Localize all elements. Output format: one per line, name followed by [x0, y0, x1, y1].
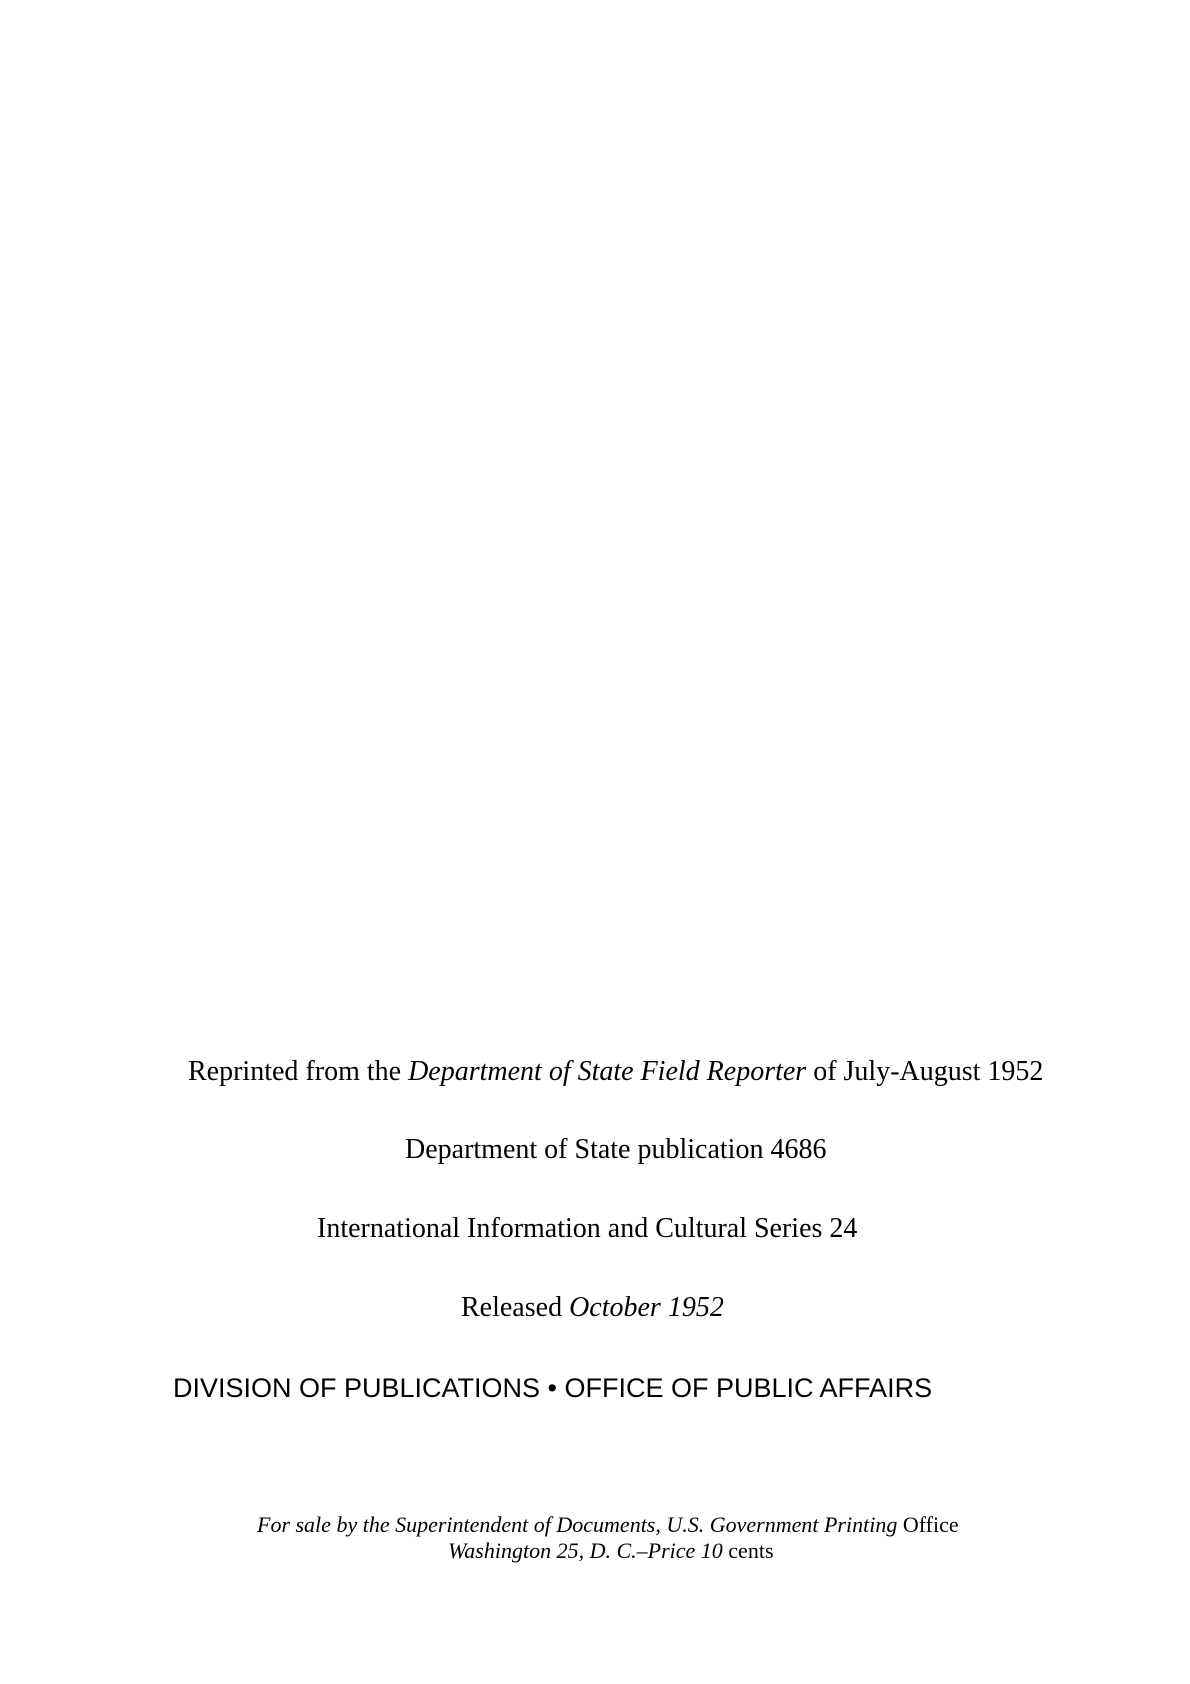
reprint-prefix: Reprinted from the: [188, 1056, 409, 1087]
reprint-suffix: of July-August 1952: [806, 1056, 1044, 1087]
reprint-notice: [188, 1058, 1043, 1086]
released-date: October 1952: [569, 1292, 724, 1323]
sale-line-1-italic: For sale by the Superintendent of Documents, U.S. Government Printing: [257, 1512, 898, 1537]
release-date: [461, 1294, 724, 1322]
sale-line-2-roman: cents: [722, 1538, 774, 1563]
sale-line-1-roman: Office: [897, 1512, 959, 1537]
released-label: Released: [461, 1292, 570, 1323]
sale-line-2-italic: Washington 25, D. C.–Price 10: [448, 1538, 723, 1563]
division-heading: DIVISION OF PUBLICATIONS • OFFICE OF PUBLIC AFFAIRS: [173, 1373, 933, 1403]
series-name: International Information and Cultural Series 24: [317, 1213, 858, 1244]
journal-title: Department of State Field Reporter: [408, 1056, 807, 1087]
sale-notice-line-1: [257, 1514, 959, 1536]
publication-number: Department of State publication 4686: [405, 1134, 827, 1165]
sale-notice-line-2: [448, 1540, 774, 1562]
